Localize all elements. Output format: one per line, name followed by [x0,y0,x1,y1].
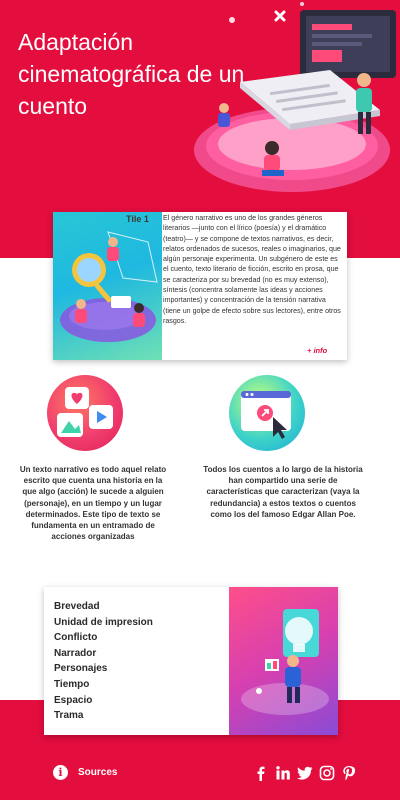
instagram-icon[interactable] [319,765,335,781]
media-gallery-icon [47,375,123,451]
tile-illustration [53,212,162,360]
features-card [44,587,338,735]
magnifier-team-illustration [53,212,162,360]
list-item: Conflicto [54,632,98,644]
facebook-icon[interactable] [253,765,269,781]
page-title: Adaptación cinematográfica de un cuento [18,29,245,119]
more-info-link[interactable]: + info [307,346,328,355]
sources-link[interactable]: Sources [78,767,118,778]
features-list [54,599,153,724]
list-item: Unidad de impresion [54,616,153,628]
stories-history-paragraph: Todos los cuentos a lo largo de la historia han compartido una serie de características que caracterizan (vaya la redundancia) a estos textos o cuentos como los del famoso Edgar Allan Poe. [203,465,363,519]
tile-description: El género narrativo es uno de los grandes géneros literarios —junto con el lírico (poesía) y el dramático (teatro)— y se compone de textos narrativos, es decir, relatos ordenados de sucesos, reales o imaginarios, que algún personaje experimenta. Un subgénero de este es el cuento, texto literario de ficción, escrito en prosa, que se caracteriza por su brevedad (no es muy extenso), síntesis (concentra solamente las ideas y acciones importantes) y concentración de la tensión narrativa (tiene un golpe de efecto sobre sus lectores), entre otros rasgos. [163,214,341,325]
list-item: Narrador [54,647,97,659]
twitter-icon[interactable] [297,765,313,781]
list-item: Tiempo [54,678,90,690]
list-item: Personajes [54,663,108,675]
list-item: Trama [54,710,84,722]
browser-click-icon [229,375,305,451]
pinterest-icon[interactable] [341,765,357,781]
list-item: Espacio [54,694,93,706]
lightbulb-illustration [229,587,338,735]
narrative-text-paragraph: Un texto narrativo es todo aquel relato escrito que cuenta una historia en la que algo (acción) le sucede a alguien (personaje), en un tiempo y un lugar determinados. Este tipo de texto se fundamenta en un entramado de acciones organizadas [19,465,167,542]
list-item: Brevedad [54,601,100,612]
linkedin-icon[interactable] [275,765,291,781]
tile-label: Tile 1 [126,214,149,224]
info-icon[interactable]: i [53,765,68,780]
